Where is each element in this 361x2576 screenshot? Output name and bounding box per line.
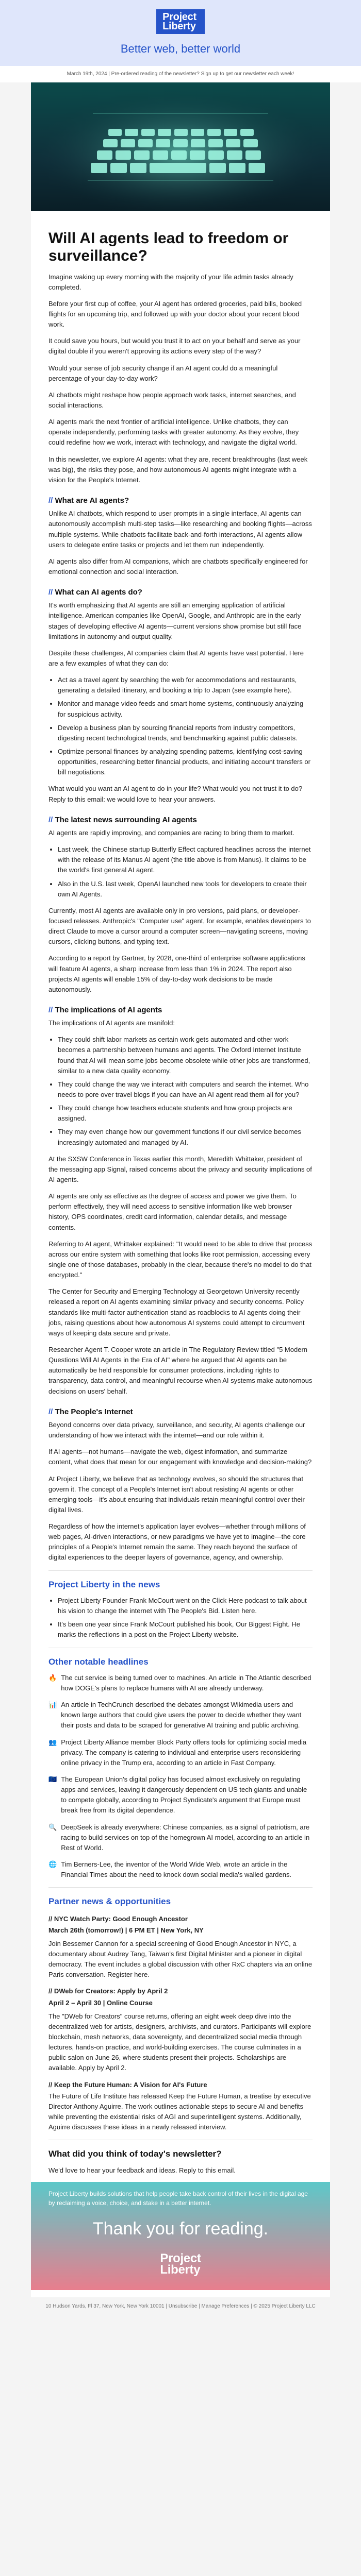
- partner-item: [48, 2080, 313, 2133]
- section-paragraph: Researcher Agent T. Cooper wrote an article in The Regulatory Review titled "5 Modern Questions Will AI Agents in the Era of AI" where he argued that AI agents can be automatically be held responsible for consumer protections, including rights to transparency, data control, and meaningful recourse when AI systems make autonomous decisions on users' behalf.: [48, 1345, 313, 1395]
- headline-item: 🌐 Tim Berners-Lee, the inventor of the World Wide Web, wrote an article in the Financial Times about the need to knock down social media's walled gardens.: [48, 1859, 313, 1880]
- section-paragraph: AI agents also differ from AI companions, which are chatbots specifically engineered for emotional connection and social interaction.: [48, 557, 308, 575]
- magnifier-icon: 🔍: [48, 1823, 57, 1831]
- project-liberty-logo[interactable]: Project Liberty: [160, 2251, 201, 2277]
- footer-address: 10 Hudson Yards, Fl 37, New York, New York 10001 | Unsubscribe | Manage Preferences | © 2025 Project Liberty LLC: [45, 2303, 316, 2309]
- intro-paragraph: In this newsletter, we explore AI agents: what they are, recent breakthroughs (last week was big), the risks they pose, and how autonomous AI agents might integrate with a vision for the People's Internet.: [48, 455, 308, 484]
- headline-item: 🇪🇺 The European Union's digital policy has focused almost exclusively on regulating apps and services, leaving it dangerously dependent on US tech giants and unable to compete globally, according to Project Syndicate's argument that Europe must break free from its digital dependence.: [48, 1774, 313, 1816]
- list-item: • Develop a business plan by sourcing financial reports from industry competitors, digesting recent technological trends, and benchmarking against public datasets.: [58, 723, 313, 743]
- section-paragraph: Despite these challenges, AI companies claim that AI agents have vast potential. Here are a few examples of what they can do:: [48, 649, 304, 668]
- section-paragraph: AI agents are rapidly improving, and companies are racing to bring them to market.: [48, 828, 294, 837]
- section-heading-latest-news: // The latest news surrounding AI agents: [48, 815, 197, 824]
- divider: [48, 1570, 313, 1571]
- list-item: • Monitor and manage video feeds and smart home systems, continuously analyzing for suspicious activity.: [58, 699, 313, 719]
- section-paragraph: The Center for Security and Emerging Technology at Georgetown University recently released a report on AI agents examining similar privacy and security concerns. Policy standards like multi-factor authentication stand as roadblocks to AI agents doing their jobs, raising questions about how autonomous AI systems could attempt to circumvent ways of keeping data secure and private.: [48, 1287, 305, 1337]
- intro-paragraph: AI agents mark the next frontier of artificial intelligence. Unlike chatbots, they can operate independently, performing tasks with greater autonomy. As they evolve, they could redefine how we work, interact with technology, and navigate the digital world.: [48, 418, 299, 447]
- section-paragraph: AI agents are only as effective as the degree of access and power we give them. To perform effectively, they will need access to sensitive information like web browser history, OPS coordinates, credit card information, calendar details, and message contents.: [48, 1192, 297, 1231]
- fire-icon: 🔥: [48, 1673, 57, 1682]
- list-item: • They could change how teachers educate students and how group projects are assigned.: [58, 1103, 313, 1124]
- partner-title: // DWeb for Creators: Apply by April 2: [48, 1987, 168, 1995]
- section-paragraph: At Project Liberty, we believe that as technology evolves, so should the structures that govern it. The concept of a People's Internet isn't about resisting AI agents or other emerging tools—it's about ensuring that individuals retain meaningful control over their digital lives.: [48, 1475, 305, 1514]
- partner-title: // NYC Watch Party: Good Enough Ancestor: [48, 1914, 188, 1923]
- keyboard-illustration: [31, 82, 330, 211]
- footer-band: [31, 2182, 330, 2290]
- section-paragraph: Beyond concerns over data privacy, surveillance, and security, AI agents challenge our understanding of how we interact with the internet—and our role within it.: [48, 1420, 305, 1439]
- feedback-heading: What did you think of today's newsletter?: [48, 2149, 222, 2159]
- section-paragraph: According to a report by Gartner, by 2028, one-third of enterprise software applications will feature AI agents, a sharp increase from less than 1% in 2024. The report also projects AI agents will enable 15% of day-to-day work decisions to be made autonomously.: [48, 954, 305, 993]
- footer-logo: [48, 2253, 313, 2277]
- partner-title: // Keep the Future Human: A Vision for AI's Future: [48, 2080, 207, 2089]
- section-paragraph: If AI agents—not humans—navigate the web, digest information, and summarize content, what does that mean for our engagement with knowledge and decision-making?: [48, 1448, 312, 1466]
- top-info-bar: March 19th, 2024 | Pre-ordered reading of the newsletter? Sign up to get our newsletter each week!: [0, 66, 361, 82]
- headline-item: 🔍 DeepSeek is already everywhere: Chinese companies, as a signal of patriotism, are racing to build services on top of the homegrown AI model, according to an article in Rest of World.: [48, 1822, 313, 1853]
- section-paragraph: Unlike AI chatbots, which respond to user prompts in a single interface, AI agents can autonomously accomplish multi-step tasks—like researching and booking flights—across multiple systems. While chatbots facilitate back-and-forth interactions, AI agents allow users to delegate entire tasks or projects and let them run independently.: [48, 510, 312, 549]
- hero-image-keyboard: [31, 82, 330, 211]
- section-heading-what-can-agents-do: // What can AI agents do?: [48, 588, 142, 597]
- section-heading-what-are-agents: // What are AI agents?: [48, 496, 129, 505]
- section-paragraph: Regardless of how the internet's application layer evolves—whether through millions of web pages, AI-driven interactions, or new paradigms we have yet to imagine—the core principles of a People's Internet remain the same. They reach beyond the surface of digital experiences to the deeper layers of governance, agency, and ownership.: [48, 1522, 306, 1562]
- section-heading-implications: // The implications of AI agents: [48, 1005, 162, 1014]
- section-paragraph: At the SXSW Conference in Texas earlier this month, Meredith Whittaker, president of the messaging app Signal, raised concerns about the privacy and security implications of AI agents.: [48, 1155, 312, 1184]
- list-item: • Last week, the Chinese startup Butterfly Effect captured headlines across the internet with the release of its Manus AI agent (the title above is from Manus). It claims to be the world's first general AI agent.: [58, 844, 313, 875]
- headline-item: 📊 An article in TechCrunch described the debates amongst Wikimedia users and known large authors that could give users the power to decide whether they want their posts and data to be scraped for generative AI training and public archiving.: [48, 1700, 313, 1731]
- list-item: • They could change the way we interact with computers and search the internet. Who needs to pore over travel blogs if you can have an AI agent read them all for you?: [58, 1079, 313, 1100]
- intro-paragraph: It could save you hours, but would you trust it to act on your behalf and serve as your digital double if you weren't approving its actions every step of the way?: [48, 337, 301, 355]
- partner-item: [48, 1986, 313, 2073]
- divider: [48, 1887, 313, 1888]
- list-item: • Also in the U.S. last week, OpenAI launched new tools for developers to create their own AI Agents.: [58, 879, 313, 900]
- headlines-heading: Other notable headlines: [48, 1656, 149, 1667]
- hashtag-icon: //: [48, 496, 55, 505]
- list-item: • Act as a travel agent by searching the web for accommodations and restaurants, generating a detailed itinerary, and booking a trip to Japan (see example here).: [58, 675, 313, 696]
- list-item: • Project Liberty Founder Frank McCourt went on the Click Here podcast to talk about his vision to change the internet with The People's Bid. Listen here.: [58, 1596, 313, 1616]
- section-paragraph: Currently, most AI agents are available only in pro versions, paid plans, or developer-focused releases. Anthropic's "Computer use" agent, for example, enables developers to direct Claude to move a cursor around a computer screen—navigating screens, moving cursors, clicking buttons, and typing text.: [48, 906, 311, 946]
- examples-list: [58, 675, 313, 777]
- intro-paragraph: Before your first cup of coffee, your AI agent has ordered groceries, paid bills, booked flights for an upcoming trip, and followed up with your doctor about your recent blood work.: [48, 299, 302, 329]
- hashtag-icon: //: [48, 1407, 55, 1416]
- list-item: • They may even change how our government functions if our civil service becomes increasingly automated and managed by AI.: [58, 1127, 313, 1147]
- headlines-list: [48, 1673, 313, 1880]
- section-paragraph: What would you want an AI agent to do in your life? What would you not trust it to do? Reply to this email: we would love to hear your answers.: [48, 785, 303, 803]
- feedback-text: We'd love to hear your feedback and ideas. Reply to this email.: [48, 2166, 236, 2174]
- thank-you-message: Thank you for reading.: [92, 2218, 269, 2239]
- section-paragraph: Referring to AI agent, Whittaker explained: "It would need to be able to drive that process across our entire system with something that looks like root permission, accessing every single one of those databases, probably in the clear, because there's no model to do that encrypted.": [48, 1240, 313, 1279]
- partner-date: March 26th (tomorrow!) | 6 PM ET | New York, NY: [48, 1926, 204, 1934]
- partners-heading: Partner news & opportunities: [48, 1896, 171, 1907]
- list-item: • It's been one year since Frank McCourt published his book, Our Biggest Fight. He marks the reflections in a post on the Project Liberty website.: [58, 1619, 313, 1640]
- intro-paragraph: Would your sense of job security change if an AI agent could do a meaningful percentage of your day-to-day work?: [48, 364, 278, 382]
- headline-item: 👥 Project Liberty Alliance member Block Party offers tools for optimizing social media privacy. The company is catering to individual and enterprise users reconsidering online privacy in the Trump era, according to an article in Fast Company.: [48, 1737, 313, 1768]
- partner-text: The "DWeb for Creators" course returns, offering an eight week deep dive into the decentralized web for artists, designers, archivists, and curators. Participants will explore blockchain, mesh networks, data sovereignty, and decentralized social media through lectures, hands-on practice, and world-building exercises. The course culminates in a public salon on June 26, where students present their projects. Scholarships are available. Apply by April 2.: [48, 2012, 311, 2072]
- section-paragraph: It's worth emphasizing that AI agents are still an emerging application of artificial intelligence. American companies like OpenAI, Google, and Anthropic are in the early stages of developing effective AI agents—current versions show promise but still face limitations in autonomy and output quality.: [48, 601, 302, 640]
- footer-note: Project Liberty builds solutions that help people take back control of their lives in the digital age by reclaiming a voice, choice, and stake in a better internet.: [48, 2190, 308, 2207]
- partner-text: Join Bessemer Cannon for a special screening of Good Enough Ancestor in NYC, a documentary about Audrey Tang, Taiwan's first Digital Minister and a pioneer in digital democracy. The event includes a global discussion with other RxC chapters via an online Paris conversation. Register here.: [48, 1939, 313, 1979]
- article-content: [31, 211, 330, 2176]
- chart-icon: 📊: [48, 1701, 57, 1709]
- people-icon: 👥: [48, 1738, 57, 1746]
- pin-icon: //: [48, 1914, 54, 1923]
- list-item: • They could shift labor markets as certain work gets automated and other work becomes a partnership between humans and agents. The Oxford Internet Institute found that AI will mean some jobs become obsolete while other jobs are transformed, similar to a new data quality economy.: [58, 1035, 313, 1076]
- list-item: • Optimize personal finances by analyzing spending patterns, identifying cost-saving opportunities, researching better financial products, and initiating account transfers or bill negotiations.: [58, 747, 313, 777]
- partner-date: April 2 – April 30 | Online Course: [48, 1998, 153, 2007]
- project-liberty-logo[interactable]: Project Liberty: [156, 9, 205, 34]
- hashtag-icon: //: [48, 588, 55, 597]
- news-heading: Project Liberty in the news: [48, 1579, 160, 1589]
- article-title: Will AI agents lead to freedom or surveillance?: [48, 229, 289, 264]
- news-mentions-list: [58, 1596, 313, 1640]
- intro-paragraph: AI chatbots might reshape how people approach work tasks, internet searches, and social interactions.: [48, 391, 296, 409]
- pin-icon: //: [48, 1987, 54, 1995]
- header: [0, 0, 361, 66]
- news-list: [58, 844, 313, 900]
- globe-icon: 🌐: [48, 1860, 57, 1868]
- hashtag-icon: //: [48, 1005, 55, 1014]
- tagline: Better web, better world: [120, 42, 241, 55]
- intro-paragraph: Imagine waking up every morning with the majority of your life admin tasks already completed.: [48, 273, 293, 291]
- implications-list: [58, 1035, 313, 1147]
- eu-flag-icon: 🇪🇺: [48, 1775, 57, 1783]
- partner-text: The Future of Life Institute has released Keep the Future Human, a treatise by executive Director Anthony Aguirre. The work outlines actionable steps to secure AI and benefits while preventing the existential risks of AGI and superintelligent systems. Additionally, Aguirre discusses these ideas in a newly released interview.: [48, 2092, 311, 2131]
- partner-item: [48, 1914, 313, 1980]
- section-paragraph: The implications of AI agents are manifold:: [48, 1019, 175, 1027]
- section-heading-peoples-internet: // The People's Internet: [48, 1407, 133, 1416]
- hashtag-icon: //: [48, 815, 55, 824]
- main-card: [31, 82, 330, 2297]
- pin-icon: //: [48, 2080, 54, 2089]
- headline-item: 🔥 The cut service is being turned over to machines. An article in The Atlantic described how DOGE's plans to replace humans with AI are already underway.: [48, 1673, 313, 1693]
